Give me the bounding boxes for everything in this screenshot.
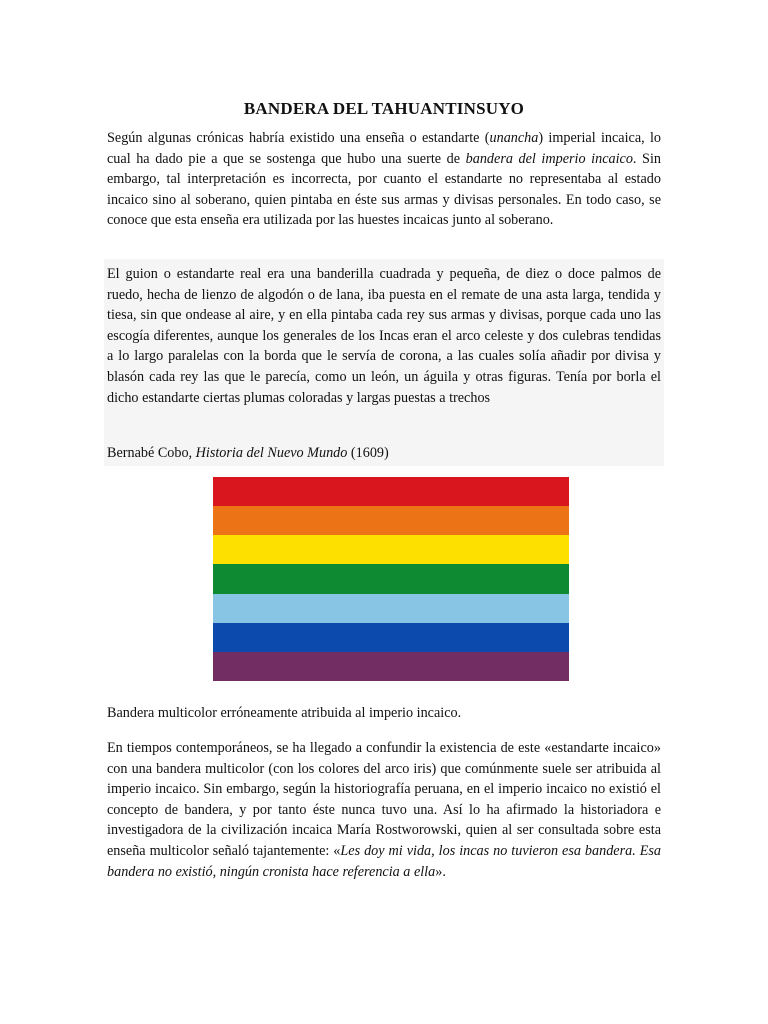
paragraph-contemporary-text-1: En tiempos contemporáneos, se ha llegado a confundir la existencia de este «estandarte incaico» con una bandera multicolor (con los colores del arco iris) que comúnmente suele ser atribuida al imperio incaico. Sin embargo, según la historiografía peruana, en el imperio incaico no existió el concepto de bandera, y por tanto éste nunca tuvo una. Así lo ha afirmado la historiadora e investigadora de la civilización incaica María Rostworowski, quien al ser consultada sobre esta enseña multicolor señaló tajantemente: « xyxy=(107,740,661,859)
flag-stripe-3 xyxy=(213,535,569,564)
paragraph-intro-text-1: Según algunas crónicas habría existido una enseña o estandarte ( xyxy=(107,130,490,146)
term-unancha: unancha xyxy=(489,130,539,146)
paragraph-contemporary xyxy=(107,738,661,882)
citation-year: (1609) xyxy=(347,445,389,461)
flag-stripe-6 xyxy=(213,623,569,652)
term-bandera-imperio: bandera del imperio incaico xyxy=(465,150,633,167)
rostworowski-quote: Les doy mi vida, los incas no tuvieron esa bandera. Esa bandera no existió, ningún cronista hace referencia a ella xyxy=(107,842,662,880)
paragraph-intro xyxy=(107,128,661,231)
flag-caption: Bandera multicolor erróneamente atribuida al imperio incaico. xyxy=(107,705,462,721)
rainbow-flag-image xyxy=(213,477,569,681)
flag-stripe-7 xyxy=(213,652,569,681)
flag-stripe-1 xyxy=(213,477,569,506)
citation-author: Bernabé Cobo, xyxy=(107,445,196,461)
citation-work: Historia del Nuevo Mundo xyxy=(195,445,348,461)
paragraph-contemporary-text-2: ». xyxy=(435,863,446,880)
flag-stripe-5 xyxy=(213,594,569,623)
quote-text: El guion o estandarte real era una banderilla cuadrada y pequeña, de diez o doce palmos de ruedo, hecha de lienzo de algodón o de lana, iba puesta en el remate de una asta larga, tendida y tiesa, sin que ondease al aire, y en ella pintaba cada rey sus armas y divisas, porque cada uno las escogía diferentes, aunque los generales de los Incas eran el arco celeste y dos culebras tendidas a lo largo paralelas con la borda que le servía de corona, a las cuales solía añadir por divisa y blasón cada rey las que le parecía, como un león, un águila y otras figuras. Tenía por borla el dicho estandarte ciertas plumas coloradas y largas puestas a trechos xyxy=(107,266,661,406)
flag-stripe-2 xyxy=(213,506,569,535)
paragraph-intro-text-2: ) imperial incaica, lo cual ha dado pie a que se sostenga que hubo una suerte de xyxy=(107,130,661,167)
quote-citation xyxy=(107,443,389,463)
page-title: BANDERA DEL TAHUANTINSUYO xyxy=(243,99,525,119)
flag-stripe-4 xyxy=(213,564,569,593)
paragraph-intro-text-3: . Sin embargo, tal interpretación es incorrecta, por cuanto el estandarte no representaba al estado incaico sino al soberano, quien pintaba en éste sus armas y divisas personales. En todo caso, se conoce que esta enseña era utilizada por las huestes incaicas junto al soberano. xyxy=(107,150,661,229)
